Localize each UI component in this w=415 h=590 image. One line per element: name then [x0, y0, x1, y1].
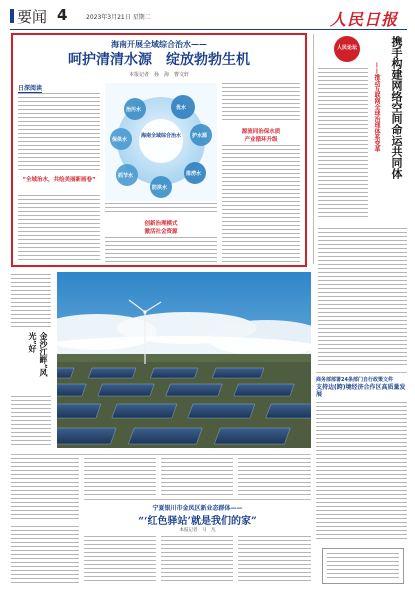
section-rule — [316, 372, 407, 373]
section-rule — [11, 454, 311, 455]
diagram-label: 抓节水 — [118, 173, 134, 179]
text-block — [222, 145, 300, 263]
text-block — [11, 458, 79, 522]
diagram-label: 优水 — [176, 105, 187, 111]
diagram-label: 排涝水 — [186, 171, 202, 177]
subhead-2: 源流同治保水质 — [241, 129, 281, 135]
subhead-3: 创新治理模式 — [144, 221, 178, 227]
bottom-byline: 本报记者 马 凡 — [179, 528, 216, 533]
commentary-headline: 携手构建网络空间命运共同体 — [390, 36, 403, 179]
text-block — [18, 93, 100, 171]
commentary-badge-label: 人民论坛 — [337, 45, 358, 52]
feature-box — [11, 33, 307, 267]
diagram-center-label: 海南全域综合治水 — [141, 133, 182, 139]
diagram-caption — [105, 203, 217, 213]
text-block — [238, 458, 311, 496]
feature-title: 呵护清清水源 绽放勃勃生机 — [68, 52, 250, 68]
text-block — [11, 274, 51, 330]
page-header — [10, 6, 407, 28]
diagram-label: 护水源 — [192, 133, 208, 139]
issue-date: 2023年3月21日 星期二 — [86, 14, 151, 21]
diagram-label: 防洪水 — [152, 185, 168, 191]
text-block — [84, 536, 156, 584]
solar-photo — [57, 272, 311, 448]
bottom-kicker: 宁夏银川市金凤区新业态群体—— — [152, 505, 243, 512]
text-block — [222, 83, 300, 123]
solar-photo-graphic — [57, 272, 311, 448]
text-block — [11, 526, 79, 584]
section-name: 要闻 — [17, 8, 48, 26]
photo-caption: 金沙江畔“风光”好 — [28, 332, 49, 377]
diagram-label: 保供水 — [112, 137, 128, 143]
credits-text — [327, 553, 399, 579]
commentary-text — [318, 68, 368, 218]
diagram-label: 治污水 — [126, 107, 142, 113]
subhead-3b: 激活社会资源 — [144, 229, 178, 235]
page-number: 4 — [57, 6, 68, 24]
section-rule — [84, 499, 311, 500]
header-rule — [10, 29, 407, 30]
bottom-headline: “‘红色驿站’就是我们的家” — [138, 516, 257, 527]
subhead-1: “全域治水，共绘美丽新画卷” — [22, 177, 96, 183]
news-headline: 支持边(跨)境经济合作区高质量发展 — [316, 384, 406, 399]
text-block — [11, 396, 51, 448]
text-block — [238, 536, 311, 584]
water-diagram — [105, 83, 217, 201]
text-block — [18, 195, 100, 263]
feature-kicker: 海南开展全域综合治水—— — [111, 39, 207, 49]
news-text — [316, 402, 407, 542]
commentary-badge — [334, 36, 360, 62]
commentary-subhead: ——推动互联网全球治理体系变革 — [373, 62, 380, 152]
text-block — [105, 237, 217, 263]
subhead-2b: 产业循环升级 — [244, 137, 278, 143]
text-block — [161, 458, 233, 496]
news-kicker: 商务部部署24条部门自行政策文件 — [316, 377, 393, 383]
section-tag: 日深阅读 — [18, 85, 43, 92]
commentary-text — [318, 228, 407, 368]
text-block — [84, 458, 156, 496]
masthead-logo: 人民日报 — [330, 10, 399, 29]
text-block — [161, 536, 233, 584]
section-marker — [10, 9, 14, 23]
credits-box — [322, 548, 404, 584]
feature-byline: 本报记者 孙 海 曹文轩 — [128, 72, 189, 78]
column-rule — [313, 34, 314, 264]
